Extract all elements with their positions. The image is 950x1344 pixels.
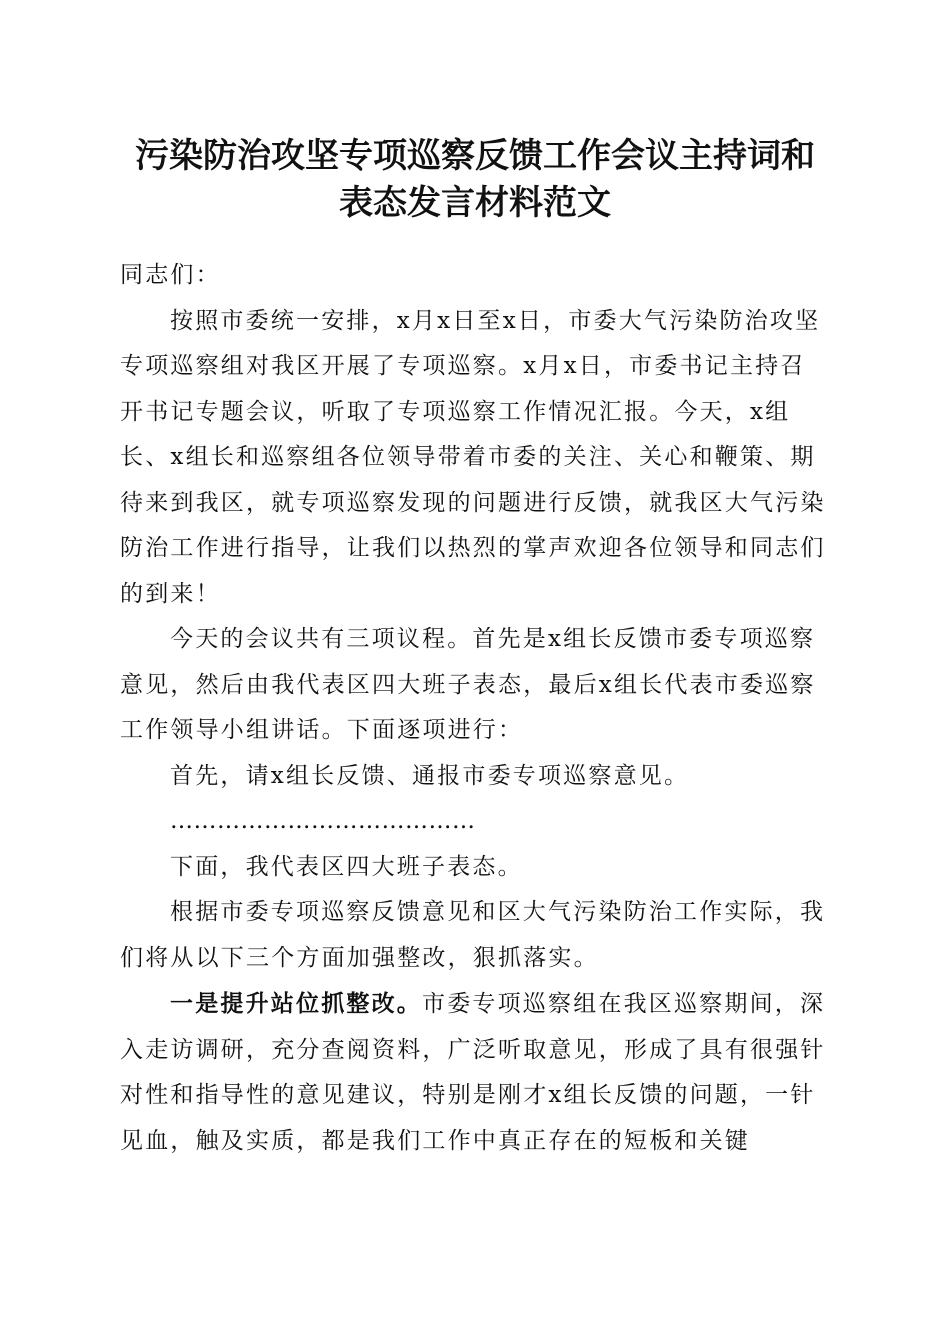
paragraph-agenda: 今天的会议共有三项议程。首先是x组长反馈市委专项巡察意见，然后由我代表区四大班子表态，最后x组长代表市委巡察工作领导小组讲话。下面逐项进行： bbox=[120, 626, 816, 743]
paragraph-rectification-intro: 根据市委专项巡察反馈意见和区大气污染防治工作实际，我们将从以下三个方面加强整改，狠抓落实。 bbox=[120, 899, 826, 971]
ellipsis-line: ………………………………… bbox=[170, 808, 476, 834]
paragraph-first-item: 首先，请x组长反馈、通报市委专项巡察意见。 bbox=[170, 762, 690, 789]
document-body bbox=[120, 253, 830, 1164]
point-one-heading: 一是提升站位抓整改。 bbox=[170, 990, 422, 1017]
title-line-2: 表态发言材料范文 bbox=[339, 183, 611, 223]
paragraph-opening: 按照市委统一安排，x月x日至x日，市委大气污染防治攻坚专项巡察组对我区开展了专项巡察。x月x日，市委书记主持召开书记专题会议，听取了专项巡察工作情况汇报。今天，x组长、x组长和巡察组各位领导带着市委的关注、关心和鞭策、期待来到我区，就专项巡察发现的问题进行反馈，就我区大气污染防治工作进行指导，让我们以热烈的掌声欢迎各位领导和同志们的到来！ bbox=[120, 307, 826, 607]
paragraph-statement-intro: 下面，我代表区四大班子表态。 bbox=[170, 853, 523, 880]
document-title bbox=[100, 133, 850, 227]
salutation: 同志们： bbox=[120, 262, 221, 288]
title-line-1: 污染防治攻坚专项巡察反馈工作会议主持词和 bbox=[135, 136, 815, 176]
point-one-text: 市委专项巡察组在我区巡察期间，深入走访调研，充分查阅资料，广泛听取意见，形成了具有很强针对性和指导性的意见建议，特别是刚才x组长反馈的问题，一针见血，触及实质，都是我们工作中真正存在的短板和关键 bbox=[120, 991, 826, 1154]
paragraph-point-one bbox=[120, 981, 830, 1164]
